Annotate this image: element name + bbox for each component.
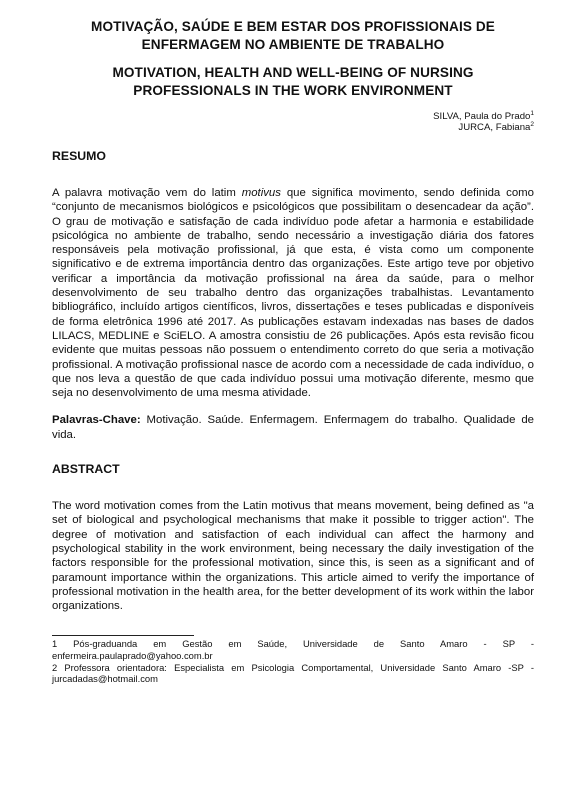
resumo-italic-term: motivus [241,187,281,199]
title-portuguese: MOTIVAÇÃO, SAÚDE E BEM ESTAR DOS PROFISSIONAIS DE ENFERMAGEM NO AMBIENTE DE TRABALHO [91,19,495,52]
keywords-text: Motivação. Saúde. Enfermagem. Enfermagem do trabalho. Qualidade de vida. [52,414,534,441]
footnote-2: 2 Professora orientadora: Especialista em Psicologia Comportamental, Universidade Santo Amaro -SP - jurcadadas@hotmail.com [52,661,534,685]
abstract-paragraph: The word motivation comes from the Latin motivus that means movement, being defined as "a set of biological and psychological mechanisms that make it possible to trigger action". The degree of motivation and satisfaction of each individual can affect the harmony and psychological stability in the work environment, being necessary the daily investigation of the factors responsible for the professional motivation, since this, is seen as a significant and of paramount importance within the organizations. This article aimed to verify the importance of professional motivation in the health area, for the better development of its work within the labor organizations. [52,500,534,613]
paper-page [52,18,534,685]
author-2-name: JURCA, Fabiana [458,122,531,133]
keywords-label: Palavras-Chave: [52,414,141,427]
footnote-1: 1 Pós-graduanda em Gestão em Saúde, Universidade de Santo Amaro - SP - enfermeira.paulaprado@yahoo.com.br [52,638,534,662]
footnotes [52,638,534,684]
author-1 [52,111,534,122]
author-2 [52,122,534,133]
author-list [52,111,534,133]
author-2-footnote-mark: 2 [530,120,534,128]
footnote-separator [52,635,194,636]
resumo-text-rest: que significa movimento, sendo definida como “conjunto de mecanismos biológicos e psicológicos que possibilitam o desencadear da ação”. O grau de motivação e satisfação de cada indivíduo pode afetar a harmonia e estabilidade psicológica no ambiente de trabalho, sendo necessário a investigação diária dos fatores responsáveis pela motivação profissional, já que esta, é vista como um componente significativo e de extrema importância dentro das organizações. Este artigo teve por objetivo verificar a importância da motivação profissional na área da saúde, para o melhor desenvolvimento de seu trabalho dentro das organizações trabalhistas. Levantamento bibliográfico, incluído artigos científicos, livros, dissertações e teses publicadas e disponíveis de forma eletrônica 1996 até 2017. As publicações estavam indexadas nas bases de dados LILACS, MEDLINE e SciELO. A amostra consistiu de 26 publicações. Após esta revisão ficou evidente que muitas pessoas não possuem o entendimento correto do que seria a motivação profissional. A motivação profissional nasce de acordo com a necessidade de cada indivíduo, o que nos leva a questão de que cada indivíduo possui uma motivação diferente, mesmo que seja no desenvolvimento de uma mesma atividade. [52,187,534,400]
resumo-text-start: A palavra motivação vem do latim [52,187,242,199]
abstract-heading: ABSTRACT [52,462,120,477]
resumo-paragraph [52,186,534,400]
title-english: MOTIVATION, HEALTH AND WELL-BEING OF NURSING PROFESSIONALS IN THE WORK ENVIRONMENT [112,65,474,98]
author-1-footnote-mark: 1 [530,109,534,117]
resumo-heading: RESUMO [52,149,106,163]
author-1-name: SILVA, Paula do Prado [433,111,531,122]
keywords-paragraph [52,413,534,442]
